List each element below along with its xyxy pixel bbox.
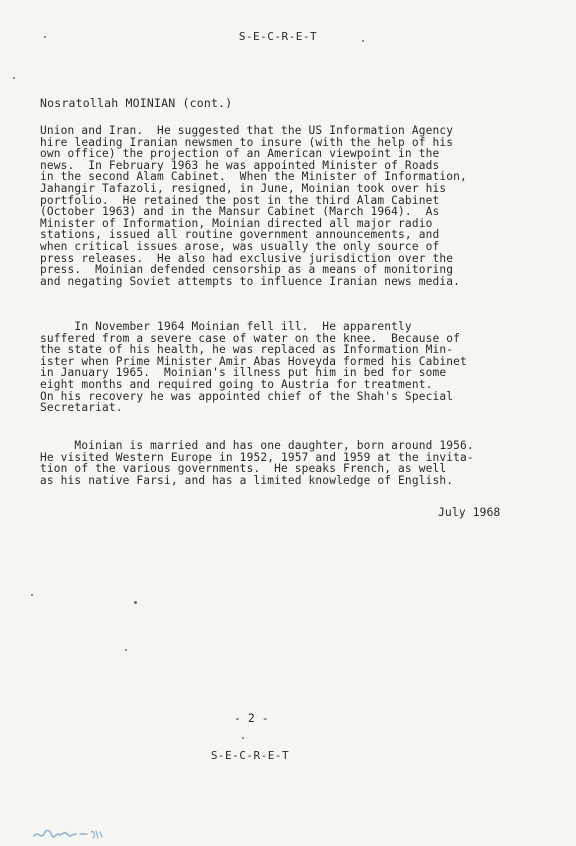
text-line: own office) the projection of an American viewpoint in the (40, 147, 440, 161)
text-line: Moinian is married and has one daughter, born around 1956. (40, 439, 474, 452)
bottom-classification-marking: S-E-C-R-E-T (210, 749, 290, 762)
text-line: as his native Farsi, and has a limited knowledge of English. (40, 473, 454, 487)
scan-speck (31, 594, 33, 596)
text-line: In November 1964 Moinian fell ill. He apparently (40, 320, 412, 333)
text-line: tion of the various governments. He speaks French, as well (40, 462, 447, 476)
paragraph-1 (40, 125, 540, 287)
text-line: in January 1965. Moinian's illness put him in bed for some (40, 366, 447, 380)
paragraph-2 (40, 321, 540, 414)
text-line: He visited Western Europe in 1952, 1957 and 1959 at the invita- (40, 450, 474, 464)
text-line: the state of his health, he was replaced as Information Min- (40, 343, 454, 357)
text-line: when critical issues arose, was usually the only source of (40, 239, 440, 253)
text-line: portfolio. He retained the post in the third Alam Cabinet (40, 193, 440, 207)
top-classification-marking: S-E-C-R-E-T (238, 30, 318, 43)
scan-speck (125, 649, 127, 651)
subject-heading: Nosratollah MOINIAN (cont.) (40, 96, 233, 110)
handwritten-mark (30, 822, 120, 844)
text-line: Jahangir Tafazoli, resigned, in June, Moinian took over his (40, 181, 447, 195)
text-line: press. Moinian defended censorship as a means of monitoring (40, 263, 454, 277)
page-number: - 2 - (234, 711, 269, 725)
text-line: ister when Prime Minister Amir Abas Hoveyda formed his Cabinet (40, 354, 467, 368)
text-line: Secretariat. (40, 401, 123, 415)
text-line: (October 1963) and in the Mansur Cabinet (March 1964). As (40, 205, 440, 219)
text-line: press releases. He also had exclusive jurisdiction over the (40, 251, 454, 265)
text-line: suffered from a severe case of water on the knee. Because of (40, 331, 461, 345)
scan-speck (362, 40, 364, 42)
text-line: hire leading Iranian newsmen to insure (with the help of his (40, 135, 454, 149)
scan-speck (13, 77, 15, 79)
paragraph-3 (40, 440, 540, 486)
scan-speck (134, 601, 137, 604)
text-line: stations, issued all routine government announcements, and (40, 228, 440, 242)
text-line: in the second Alam Cabinet. When the Minister of Information, (40, 170, 467, 184)
text-line: On his recovery he was appointed chief of the Shah's Special (40, 389, 454, 403)
text-line: Union and Iran. He suggested that the US Information Agency (40, 124, 454, 137)
document-date: July 1968 (438, 505, 501, 519)
text-line: and negating Soviet attempts to influence Iranian news media. (40, 274, 461, 288)
text-line: news. In February 1963 he was appointed Minister of Roads (40, 158, 440, 172)
scan-speck (44, 36, 46, 38)
text-line: eight months and required going to Austria for treatment. (40, 377, 433, 391)
text-line: Minister of Information, Moinian directed all major radio (40, 216, 433, 230)
scan-speck (242, 737, 244, 739)
